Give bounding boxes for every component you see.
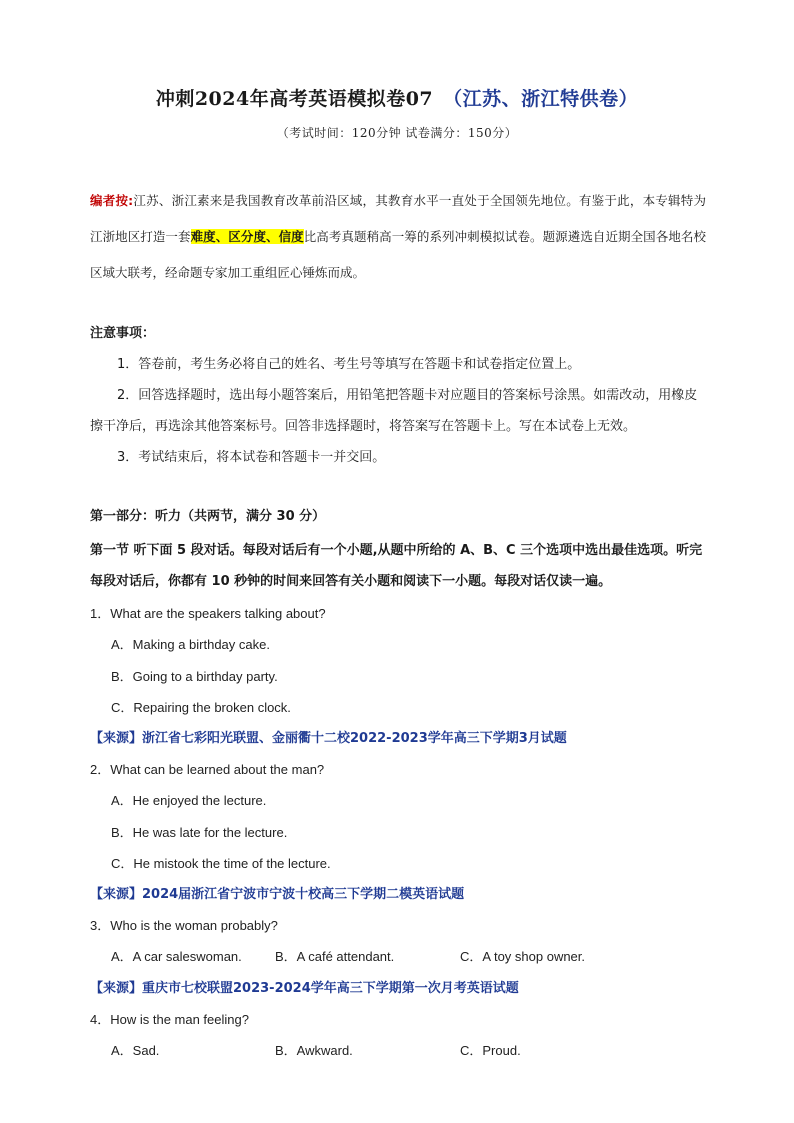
question-option: B．Awkward. xyxy=(275,1043,353,1058)
question-source: 【来源】浙江省七彩阳光联盟、金丽衢十二校2022-2023学年高三下学期3月试题 xyxy=(90,731,567,746)
editor-note xyxy=(90,183,706,291)
question-option: A．He enjoyed the lecture. xyxy=(111,793,267,808)
editor-note-highlight: 难度、区分度、信度 xyxy=(190,229,304,244)
editor-note-label: 编者按: xyxy=(90,193,134,208)
attention-section xyxy=(90,318,706,473)
question-option: A．Making a birthday cake. xyxy=(111,637,270,652)
editor-note-text-2: 比高考真题稍高一筹的系列冲刺模拟试卷。题源遴选自近期全国各地名校区域大联考，经命题专家加工重组匠心锤炼而成。 xyxy=(90,229,706,280)
question-option: A．Sad. xyxy=(111,1043,160,1058)
question-stem: 1．What are the speakers talking about? xyxy=(90,606,326,621)
question-option: C．A toy shop owner. xyxy=(460,949,586,964)
question-option: C．Proud. xyxy=(460,1043,521,1058)
question-stem: 2．What can be learned about the man? xyxy=(90,762,325,777)
question-option: B．He was late for the lecture. xyxy=(111,825,288,840)
question-option: B．A café attendant. xyxy=(275,949,395,964)
question-option: C．He mistook the time of the lecture. xyxy=(111,856,331,871)
question-option: A．A car saleswoman. xyxy=(111,949,242,964)
question-stem: 4．How is the man feeling? xyxy=(90,1012,249,1027)
title-subtitle: （江苏、浙江特供卷） xyxy=(443,88,639,110)
attention-item: 2．回答选择题时，选出每小题答案后，用铅笔把答题卡对应题目的答案标号涂黑。如需改动，用橡皮擦干净后，再选涂其他答案标号。回答非选择题时，将答案写在答题卡上。写在本试卷上无效。 xyxy=(90,388,698,434)
attention-heading: 注意事项： xyxy=(90,326,156,341)
page-title xyxy=(0,84,794,111)
editor-note-text-1: 江苏、浙江素来是我国教育改革前沿区域，其教育水平一直处于全国领先地位。有鉴于此，本专辑特为江浙地区打造一套 xyxy=(90,193,706,244)
part-one-directions: 第一节 听下面 5 段对话。每段对话后有一个小题,从题中所给的 A、B、C 三个选项中选出最佳选项。听完每段对话后，你都有 10 秒钟的时间来回答有关小题和阅读下一小题。每段对话仅读一遍。 xyxy=(90,543,703,589)
question-option: C．Repairing the broken clock. xyxy=(111,700,291,715)
question-source: 【来源】重庆市七校联盟2023-2024学年高三下学期第一次月考英语试题 xyxy=(90,981,519,996)
part-one-title: 第一部分：听力（共两节，满分 30 分） xyxy=(90,509,326,524)
title-main: 冲刺2024年高考英语模拟卷07 xyxy=(155,88,434,110)
question-option: B．Going to a birthday party. xyxy=(111,669,278,684)
attention-item: 3．考试结束后，将本试卷和答题卡一并交回。 xyxy=(117,450,386,465)
question-stem: 3．Who is the woman probably? xyxy=(90,918,278,933)
question-source: 【来源】2024届浙江省宁波市宁波十校高三下学期二模英语试题 xyxy=(90,887,465,902)
attention-item: 1．答卷前，考生务必将自己的姓名、考生号等填写在答题卡和试卷指定位置上。 xyxy=(117,357,581,372)
exam-info: （考试时间：120分钟 试卷满分：150分） xyxy=(276,126,518,140)
